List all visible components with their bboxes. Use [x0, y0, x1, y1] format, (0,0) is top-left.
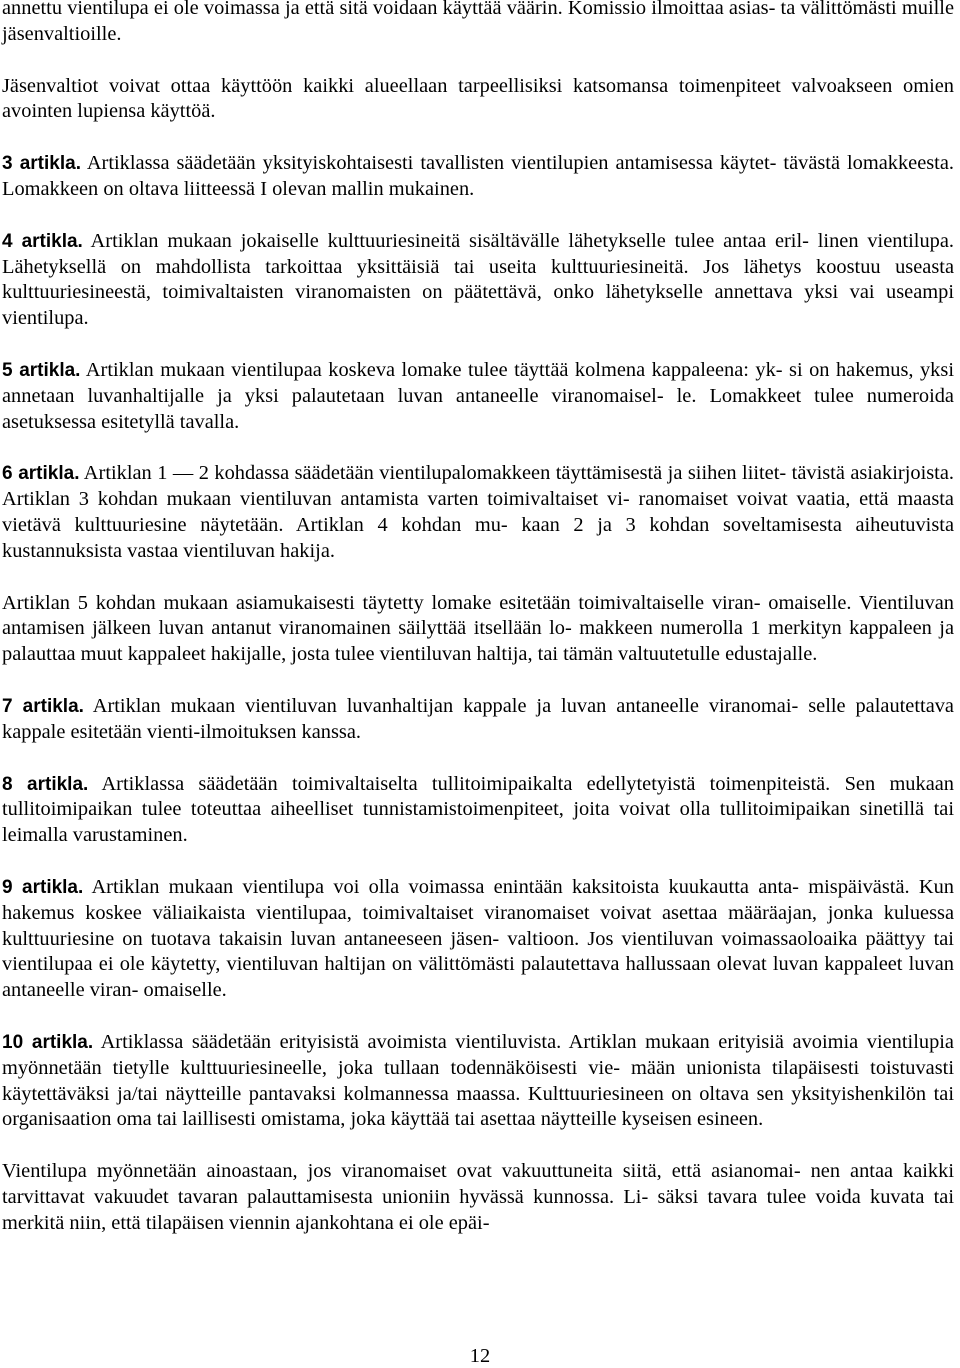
- article-5-paragraph: [2, 358, 954, 435]
- paragraph-line: Artiklan mukaan vientilupaa koskeva lomake tulee täyttää kolmena kappaleena: yk-: [80, 358, 783, 381]
- article-6-paragraph: [2, 461, 954, 564]
- paragraph-line: Artiklan 5 kohdan mukaan asiamukaisesti täytetty lomake esitetään toimivaltaiselle viran-: [2, 591, 761, 614]
- paragraph-line: valtioon. Jos vientiluvan voimassaoloaika päättyy tai vientilupaa ei ole käytetty, vientiluvan: [2, 927, 954, 976]
- paragraph-line: asettaa määräajan, jonka kuluessa kulttuuriesine on tuotava takaisin luvan antaneeseen jäsen-: [2, 901, 954, 950]
- paragraph-line: vientiluvan haltija, tai tämän valtuutetulle edustajalle.: [379, 643, 818, 666]
- paragraph-line: ta välittömästi muille jäsenvaltioille.: [2, 0, 954, 45]
- paragraph: [2, 591, 954, 668]
- paragraph-line: säksi tavara tulee voida kuvata tai merkitä niin, että tilapäisen viennin ajankohtana ei ole epäi-: [2, 1185, 954, 1234]
- article-7-paragraph: [2, 694, 954, 746]
- paragraph: [2, 0, 954, 48]
- article-9-paragraph: [2, 875, 954, 1004]
- paragraph-line: le. Lomakkeet tulee numeroida asetuksessa esitetyllä tavalla.: [2, 384, 954, 433]
- article-heading: 7 artikla.: [2, 695, 84, 717]
- paragraph-line: avoimia vientilupia myönnetään tietylle kulttuuriesineelle, joka tullaan todennäköisesti vie-: [2, 1030, 954, 1079]
- article-10-paragraph: [2, 1030, 954, 1133]
- page-number: 12: [469, 1345, 491, 1367]
- article-heading: 8 artikla.: [2, 773, 89, 795]
- paragraph: [2, 74, 954, 126]
- paragraph-line: mään unionista tilapäisesti toistuvasti käytettäväksi ja/tai näytteille pantavaksi kolmannessa: [2, 1056, 954, 1105]
- paragraph-line: Artiklassa säädetään toimivaltaiselta tullitoimipaikalta edellytetyistä toimenpiteistä.: [88, 772, 831, 795]
- paragraph-line: onko lähetykselle annettava yksi vai useampi vientilupa.: [2, 281, 954, 330]
- paragraph-line: kaan 2 ja 3 kohdan soveltamisesta aiheutuvista kustannuksista vastaa vientiluvan hakija.: [2, 513, 954, 562]
- paragraph-line: annettu vientilupa ei ole voimassa ja että sitä voidaan käyttää väärin. Komissio ilmoittaa asias-: [2, 0, 776, 19]
- paragraph-line: omaiselle.: [143, 979, 227, 1002]
- document-page: [2, 0, 954, 1236]
- paragraph-line: Artiklassa säädetään erityisistä avoimista vientiluvista. Artiklan mukaan erityisiä: [93, 1030, 784, 1053]
- paragraph-line: Artiklan mukaan vientiluvan luvanhaltijan kappale ja luvan antaneelle viranomai-: [83, 694, 799, 717]
- paragraph-line: maassa. Kulttuuriesineen on oltava sen yksityishenkilön tai organisaation oma tai laillisesti: [2, 1082, 954, 1131]
- paragraph-line: Artiklassa säädetään yksityiskohtaisesti tavallisten vientilupien antamisessa käytet-: [80, 152, 777, 175]
- article-heading: 4 artikla.: [2, 230, 83, 252]
- paragraph-line: omistama, joka käyttää tai asettaa näytteille kyseisen esineen.: [261, 1108, 764, 1131]
- paragraph-line: ranomaiset voivat vaatia, että maasta vietävä kulttuuriesine näytetään. Artiklan 4 kohdan mu-: [2, 488, 954, 536]
- paragraph-line: tävistä asiakirjoista. Artiklan 3 kohdan mukaan vientiluvan antamista varten toimivaltaiset vi-: [2, 462, 954, 511]
- paragraph-line: Sen mukaan tullitoimipaikan tulee toteuttaa aiheelliset tunnistamistoimenpiteet, joita voivat: [2, 772, 954, 821]
- article-heading: 5 artikla.: [2, 359, 81, 381]
- article-3-paragraph: [2, 151, 954, 203]
- paragraph-line: Vientilupa myönnetään ainoastaan, jos viranomaiset ovat vakuuttuneita siitä, että asianomai-: [2, 1160, 801, 1183]
- paragraph-line: Artiklan mukaan jokaiselle kulttuuriesineitä sisältävälle lähetykselle tulee antaa eril-: [82, 229, 809, 252]
- paragraph-line: omaiselle. Vientiluvan antamisen jälkeen luvan antanut viranomainen säilyttää itsellään lo-: [2, 591, 954, 640]
- paragraph-line: nen antaa kaikki tarvittavat vakuudet tavaran palauttamisesta unioniin hyvässä kunnossa. Li-: [2, 1160, 954, 1208]
- paragraph-line: olla tullitoimipaikan sinetillä tai leimalla varustaminen.: [2, 798, 954, 847]
- paragraph-line: valvoakseen omien avointen lupiensa käyttöä.: [2, 74, 954, 123]
- article-heading: 3 artikla.: [2, 153, 81, 175]
- paragraph-line: Artiklan mukaan vientilupa voi olla voimassa enintään kaksitoista kuukautta anta-: [83, 875, 799, 898]
- paragraph-line: Artiklan 1 — 2 kohdassa säädetään vientilupalomakkeen täyttämisestä ja siihen liitet-: [79, 462, 787, 485]
- paragraph-line: mispäivästä. Kun hakemus koskee väliaikaista vientilupaa, toimivaltaiset viranomaiset voivat: [2, 875, 954, 924]
- paragraph-line: linen vientilupa. Lähetyksellä on mahdollista tarkoittaa yksittäisiä tai useita kulttuuriesineitä.: [2, 229, 954, 278]
- article-heading: 9 artikla.: [2, 876, 84, 898]
- article-heading: 6 artikla.: [2, 463, 80, 485]
- article-8-paragraph: [2, 772, 954, 849]
- paragraph-line: makkeen numerolla 1 merkityn kappaleen ja palauttaa muut kappaleet hakijalle, josta tulee: [2, 617, 954, 666]
- paragraph-line: tävästä lomakkeesta. Lomakkeen on oltava liitteessä I olevan mallin mukainen.: [2, 152, 954, 200]
- paragraph-line: Jos lähetys koostuu useasta kulttuuriesineestä, toimivaltaisten viranomaisten on päätettävä,: [2, 255, 954, 304]
- paragraph-line: selle palautettava kappale esitetään vienti-ilmoituksen kanssa.: [2, 694, 954, 743]
- paragraph-line: si on hakemus, yksi annetaan luvanhaltijalle ja yksi palautetaan luvan antaneelle viranomaisel-: [2, 358, 954, 407]
- paragraph-line: Jäsenvaltiot voivat ottaa käyttöön kaikki alueellaan tarpeellisiksi katsomansa toimenpiteet: [2, 74, 781, 97]
- article-heading: 10 artikla.: [2, 1031, 94, 1053]
- article-4-paragraph: [2, 229, 954, 332]
- paragraph: [2, 1159, 954, 1236]
- paragraph-line: haltijan on välittömästi palautettava hallussaan olevat luvan kappaleet luvan antaneelle viran-: [2, 953, 954, 1002]
